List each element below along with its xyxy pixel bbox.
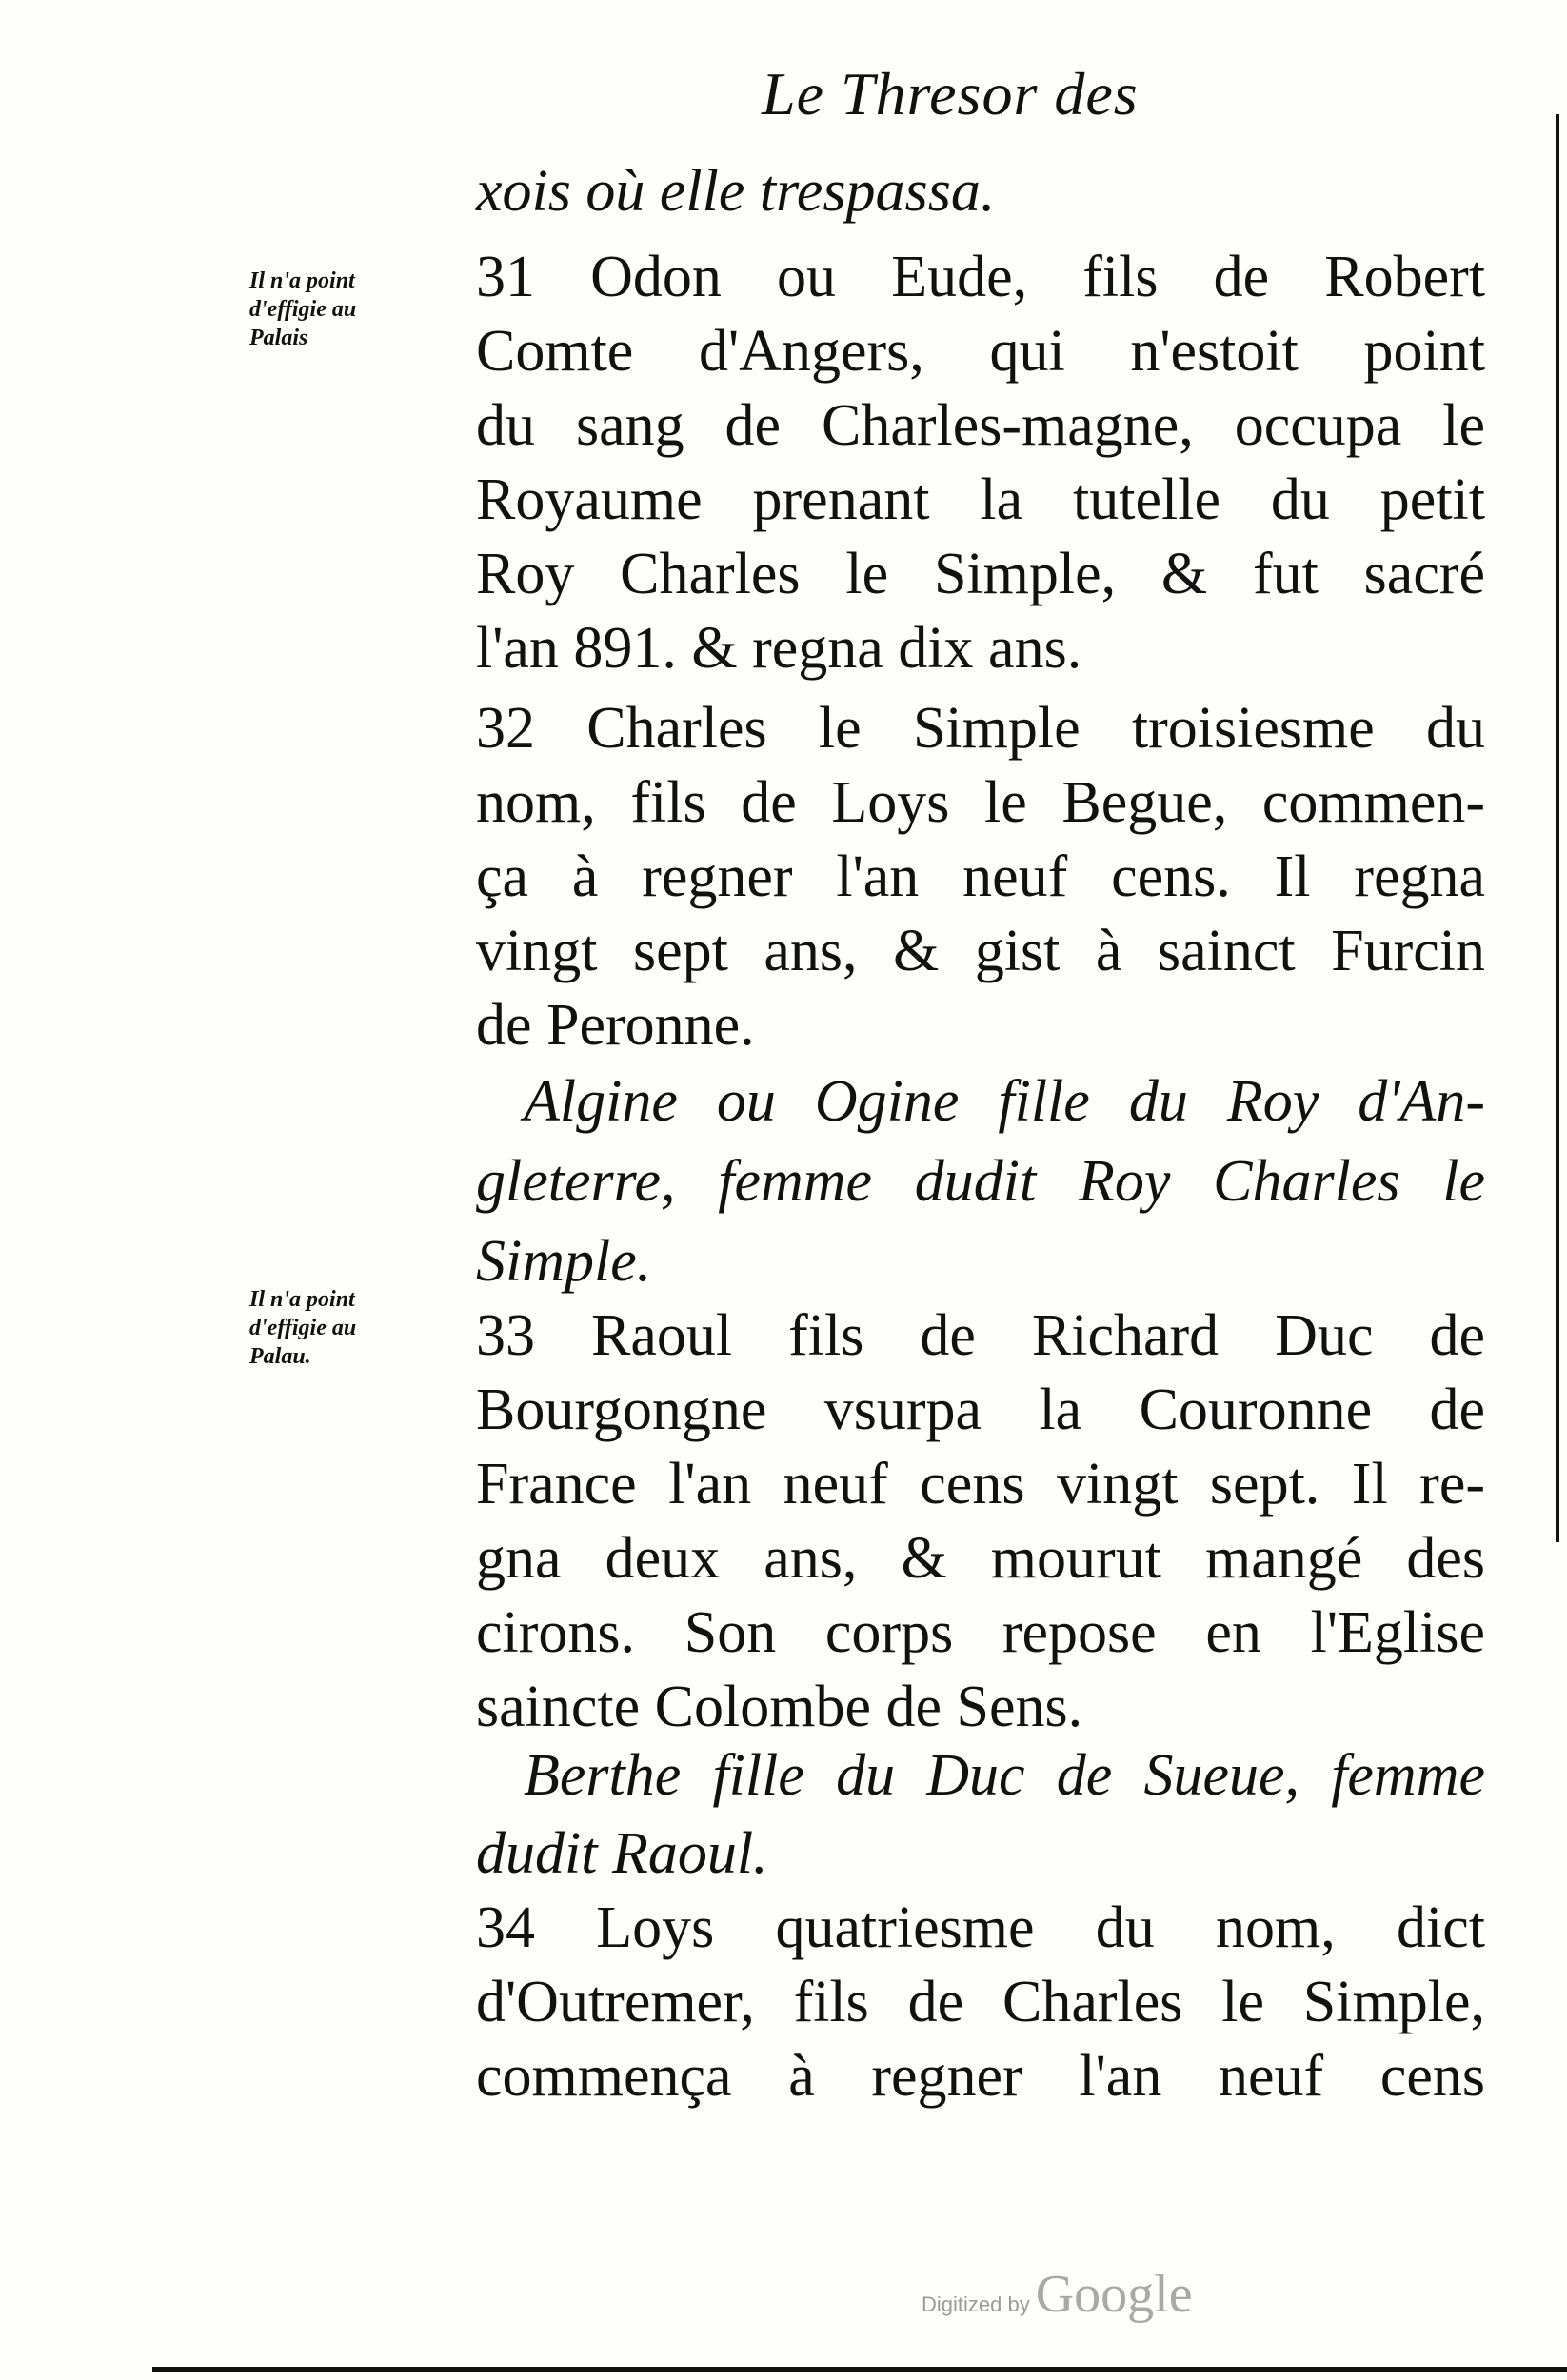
text-line: commença à regner l'an neuf cens (476, 2044, 1485, 2109)
digitized-watermark (922, 2264, 1193, 2325)
text-line: gleterre, femme dudit Roy Charles le (476, 1149, 1485, 1214)
text-line: 31 Odon ou Eude, fils de Robert (476, 245, 1485, 309)
watermark-prefix: Digitized by (922, 2292, 1030, 2316)
text-line: Berthe fille du Duc de Sueue, femme (524, 1743, 1485, 1808)
page-edge (1556, 114, 1559, 1542)
text-line: Bourgongne vsurpa la Couronne de (476, 1378, 1485, 1442)
text-line: France l'an neuf cens vingt sept. Il re- (476, 1452, 1485, 1517)
text-line: vingt sept ans, & gist à sainct Furcin (476, 919, 1485, 983)
margin-note: Il n'a point d'effigie au Palais (249, 268, 357, 350)
text-line: Roy Charles le Simple, & fut sacré (476, 542, 1485, 606)
text-line: 32 Charles le Simple troisiesme du (476, 696, 1485, 761)
text-line: saincte Colombe de Sens. (476, 1675, 1083, 1739)
google-logo: Google (1035, 2265, 1193, 2324)
text-line: nom, fils de Loys le Begue, commen- (476, 770, 1485, 835)
text-line: l'an 891. & regna dix ans. (476, 616, 1082, 681)
running-head: Le Thresor des (762, 60, 1139, 128)
text-line: 33 Raoul fils de Richard Duc de (476, 1303, 1485, 1368)
text-line: cirons. Son corps repose en l'Eglise (476, 1600, 1485, 1665)
text-line: xois où elle trespassa. (476, 159, 996, 224)
text-line: Algine ou Ogine fille du Roy d'An- (524, 1069, 1485, 1134)
text-line: Comte d'Angers, qui n'estoit point (476, 319, 1485, 384)
text-line: 34 Loys quatriesme du nom, dict (476, 1895, 1485, 1960)
text-line: Simple. (476, 1229, 652, 1294)
text-line: gna deux ans, & mourut mangé des (476, 1526, 1485, 1591)
margin-note: Il n'a point d'effigie au Palau. (249, 1287, 357, 1369)
text-line: du sang de Charles-magne, occupa le (476, 393, 1485, 458)
text-line: de Peronne. (476, 993, 755, 1058)
text-line: Royaume prenant la tutelle du petit (476, 467, 1485, 532)
page-bottom-edge (152, 2367, 1567, 2372)
text-line: d'Outremer, fils de Charles le Simple, (476, 1970, 1485, 2034)
text-line: ça à regner l'an neuf cens. Il regna (476, 844, 1485, 909)
text-line: dudit Raoul. (476, 1821, 768, 1886)
